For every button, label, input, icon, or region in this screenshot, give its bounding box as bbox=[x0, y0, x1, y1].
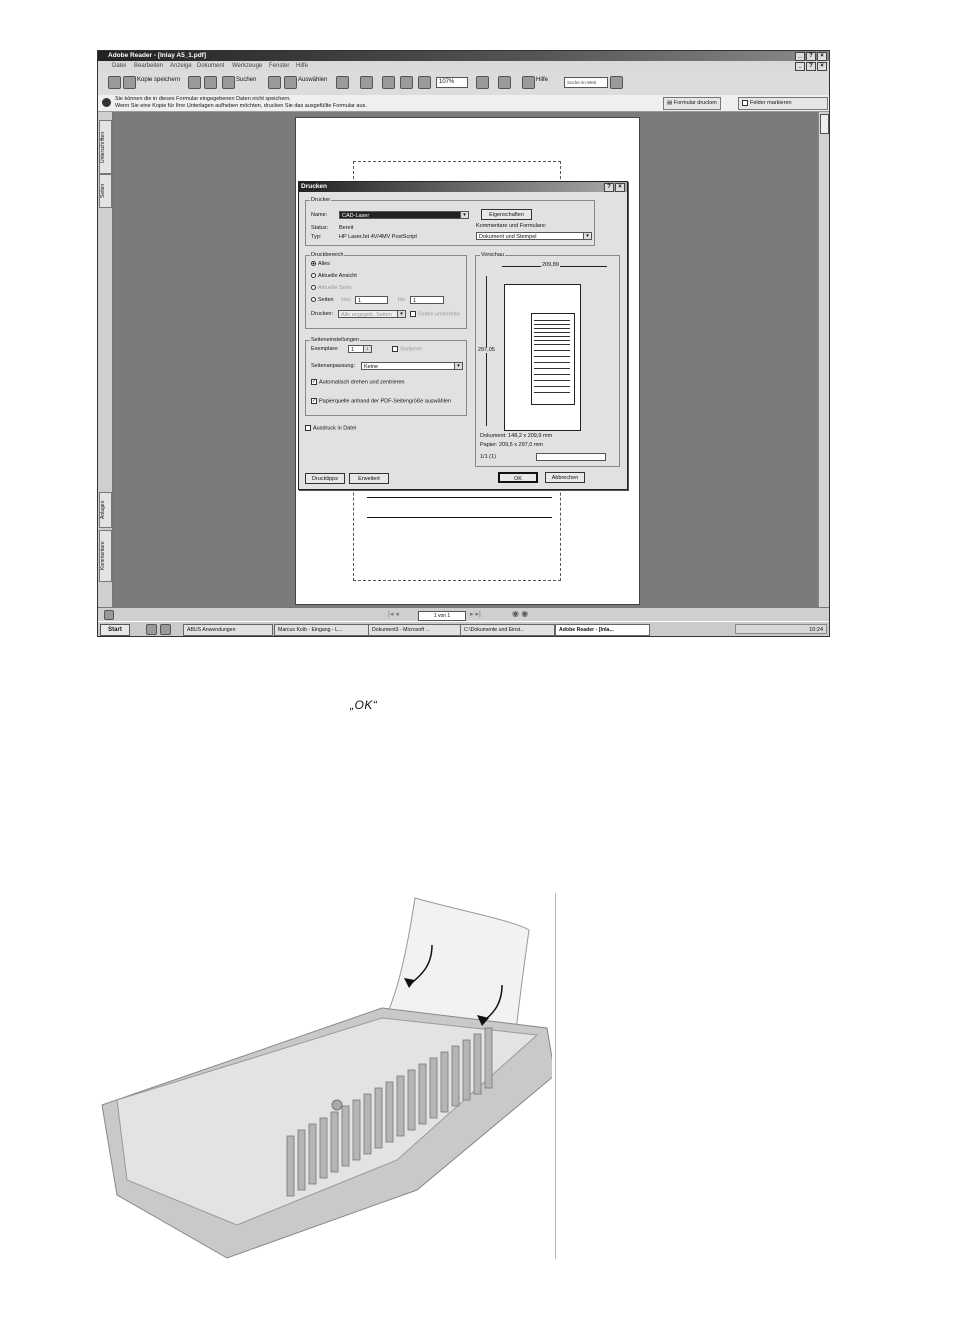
range-current-view-option[interactable]: Aktuelle Ansicht bbox=[311, 273, 357, 279]
tab-attachments[interactable]: Anlagen bbox=[99, 492, 112, 528]
chevron-down-icon: ▾ bbox=[397, 311, 405, 317]
to-label: bis: bbox=[398, 297, 407, 303]
window-titlebar bbox=[98, 51, 829, 61]
zoom-in-icon[interactable] bbox=[360, 76, 373, 89]
tab-comments[interactable]: Kommentare bbox=[99, 530, 112, 582]
radio-pages[interactable] bbox=[311, 297, 316, 302]
mark-fields-checkbox[interactable] bbox=[742, 100, 748, 106]
paper-source-checkbox[interactable]: ✓ bbox=[312, 398, 317, 404]
navigation-statusbar bbox=[98, 607, 829, 622]
print-to-file-checkbox[interactable] bbox=[305, 425, 311, 431]
dialog-help-button[interactable]: ? bbox=[604, 183, 614, 192]
inlay-tray-illustration bbox=[97, 890, 552, 1265]
menu-hilfe[interactable]: Hilfe bbox=[296, 63, 309, 69]
radio-current-view[interactable] bbox=[311, 273, 316, 278]
vertical-scrollbar[interactable] bbox=[818, 112, 829, 607]
copies-stepper[interactable]: 1 ↕ bbox=[348, 345, 372, 353]
page-settings-group bbox=[305, 337, 467, 416]
print-dialog-titlebar bbox=[299, 182, 627, 192]
scaling-label: Seitenanpassung: bbox=[311, 363, 356, 369]
ok-button[interactable]: OK bbox=[498, 472, 538, 483]
printer-group bbox=[305, 197, 595, 246]
print-range-group bbox=[305, 252, 467, 329]
quicklaunch-icon[interactable] bbox=[160, 624, 171, 635]
zoom-level-field[interactable]: 107% bbox=[436, 77, 468, 88]
start-button[interactable]: Start bbox=[100, 624, 130, 636]
chevron-down-icon[interactable]: ▾ bbox=[583, 233, 591, 239]
search-web-input[interactable]: Suche im Web bbox=[564, 77, 608, 88]
search-button[interactable]: Suchen bbox=[236, 77, 257, 83]
height-dimension: 297,05 bbox=[478, 347, 495, 353]
task-explorer[interactable]: C:\Dokumente und Einst... bbox=[460, 624, 555, 636]
page-settings-title: Seiteneinstellungen bbox=[311, 337, 360, 343]
properties-button[interactable]: Eigenschaften bbox=[481, 209, 532, 220]
dialog-close-button[interactable]: × bbox=[615, 183, 625, 192]
page-layout-icon[interactable] bbox=[104, 610, 114, 620]
navigation-panel bbox=[98, 112, 113, 607]
menu-anzeige[interactable]: Anzeige bbox=[170, 63, 192, 69]
print-dialog bbox=[298, 181, 628, 490]
ok-caption: „OK“ bbox=[350, 698, 378, 712]
windows-taskbar bbox=[98, 621, 829, 637]
type-value: HP LaserJet 4V/4MV PostScript bbox=[339, 234, 417, 240]
menu-werkzeuge[interactable]: Werkzeuge bbox=[232, 63, 263, 69]
save-icon[interactable] bbox=[123, 76, 136, 89]
menu-fenster[interactable]: Fenster bbox=[269, 63, 290, 69]
preview-document bbox=[531, 313, 575, 405]
status-label: Status: bbox=[311, 225, 329, 231]
range-current-page-option: Aktuelle Seite bbox=[311, 285, 352, 291]
print-range-title: Druckbereich bbox=[311, 252, 344, 258]
form-line bbox=[367, 517, 552, 518]
cancel-button[interactable]: Abbrechen bbox=[545, 472, 585, 483]
width-dimension: 209,89 bbox=[542, 262, 559, 268]
help-icon[interactable] bbox=[522, 76, 535, 89]
menu-bearbeiten[interactable]: Bearbeiten bbox=[134, 63, 164, 69]
print-subset-select: Alle angegeb. Seiten ▾ bbox=[338, 310, 406, 318]
auto-rotate-option[interactable]: ✓ Automatisch drehen und zentrieren bbox=[312, 379, 405, 386]
binoculars-icon[interactable] bbox=[222, 76, 235, 89]
comments-forms-label: Kommentare und Formulare: bbox=[476, 223, 547, 229]
main-toolbar bbox=[98, 71, 829, 96]
print-dialog-title: Drucken bbox=[301, 183, 328, 190]
menubar bbox=[98, 61, 829, 71]
print-tips-button[interactable]: Drucktipps bbox=[305, 473, 345, 484]
search-go-icon[interactable] bbox=[610, 76, 623, 89]
print-to-file-option[interactable]: Ausdruck in Datei bbox=[305, 425, 356, 431]
mark-fields-button[interactable]: Felder markieren bbox=[738, 97, 828, 110]
comments-forms-select[interactable]: Dokument und Stempel ▾ bbox=[476, 232, 592, 240]
reverse-pages-checkbox bbox=[410, 311, 416, 317]
zoom-out-icon[interactable] bbox=[418, 76, 431, 89]
maximize-button[interactable]: ? bbox=[806, 52, 816, 61]
collate-option: Sortieren bbox=[392, 346, 422, 352]
type-label: Typ: bbox=[311, 234, 322, 240]
printer-name-select[interactable]: CAD-Laser ▾ bbox=[339, 211, 469, 219]
doc-minimize-button[interactable]: _ bbox=[795, 62, 805, 71]
menu-datei[interactable]: Datei bbox=[112, 63, 127, 69]
name-label: Name: bbox=[311, 212, 328, 218]
doc-close-button[interactable]: × bbox=[817, 62, 827, 71]
form-info-bar bbox=[98, 95, 829, 112]
print-subset-label: Drucken: bbox=[311, 311, 334, 317]
preview-title: Vorschau bbox=[481, 252, 504, 258]
quicklaunch-icon[interactable] bbox=[146, 624, 157, 635]
tab-signatures[interactable]: Unterschriften bbox=[99, 120, 112, 174]
print-icon[interactable] bbox=[188, 76, 201, 89]
doc-restore-button[interactable]: ? bbox=[806, 62, 816, 71]
actual-size-icon[interactable] bbox=[382, 76, 395, 89]
chevron-down-icon[interactable]: ▾ bbox=[454, 363, 462, 369]
snapshot-icon[interactable] bbox=[336, 76, 349, 89]
adobe-reader-screenshot bbox=[97, 50, 830, 637]
fit-page-icon[interactable] bbox=[400, 76, 413, 89]
minimize-button[interactable]: _ bbox=[795, 52, 805, 61]
system-tray bbox=[735, 624, 827, 634]
task-outlook[interactable]: Marcus Kolb - Eingang - L... bbox=[274, 624, 369, 636]
collate-checkbox bbox=[392, 346, 398, 352]
copies-label: Exemplare: bbox=[311, 346, 339, 352]
page-indicator-field[interactable]: 1 von 1 bbox=[418, 611, 466, 621]
tab-pages[interactable]: Seiten bbox=[99, 174, 112, 208]
menu-dokument[interactable]: Dokument bbox=[197, 63, 225, 69]
preview-page-count: 1/1 (1) bbox=[480, 454, 496, 460]
info-line-1: Sie können die in dieses Formular eingegebenen Daten nicht speichern. bbox=[115, 96, 291, 102]
printer-group-title: Drucker bbox=[311, 197, 331, 203]
open-icon[interactable] bbox=[108, 76, 121, 89]
advanced-button[interactable]: Erweitert bbox=[349, 473, 389, 484]
save-copy-button[interactable]: Kopie speichern bbox=[137, 77, 181, 83]
radio-all[interactable] bbox=[311, 261, 316, 266]
from-page-input[interactable]: 1 bbox=[355, 296, 388, 304]
scroll-arrow-icon[interactable] bbox=[820, 114, 829, 134]
email-icon[interactable] bbox=[204, 76, 217, 89]
task-abus-apps[interactable]: ABUS Anwendungen bbox=[183, 624, 273, 636]
history-icons[interactable]: ◉ ◉ bbox=[512, 609, 529, 618]
form-line bbox=[367, 497, 552, 498]
paper-source-option[interactable]: ✓ Papierquelle anhand der PDF-Seitengröße auswählen bbox=[312, 398, 452, 405]
column-divider bbox=[555, 893, 556, 1259]
printer-icon: ▤ bbox=[667, 100, 674, 106]
page-scaling-select[interactable]: Keine ▾ bbox=[361, 362, 463, 370]
hand-tool-icon[interactable] bbox=[268, 76, 281, 89]
help-button[interactable]: Hilfe bbox=[536, 77, 549, 83]
zoom-plus-icon[interactable] bbox=[476, 76, 489, 89]
task-adobe-reader[interactable]: Adobe Reader - [Inla... bbox=[555, 624, 650, 636]
last-page-icon[interactable]: ▸ ▸| bbox=[470, 611, 481, 618]
first-page-icon[interactable]: |◂ ◂ bbox=[388, 611, 399, 618]
to-page-input[interactable]: 1 bbox=[410, 296, 444, 304]
range-pages-option[interactable]: Seiten bbox=[311, 297, 334, 303]
from-label: von: bbox=[341, 297, 352, 303]
preview-page-slider[interactable] bbox=[536, 453, 606, 461]
range-all-option[interactable]: Alles bbox=[311, 261, 330, 267]
reverse-pages-option: Seiten umkehren bbox=[410, 311, 460, 317]
auto-rotate-checkbox[interactable]: ✓ bbox=[312, 379, 317, 385]
paper-size: Papier: 209,5 x 297,0 mm bbox=[480, 442, 543, 448]
tray-hole bbox=[332, 1100, 342, 1110]
print-form-button[interactable]: ▤ Formular drucken bbox=[663, 97, 721, 110]
window-title: Adobe Reader - [Inlay A5_1.pdf] bbox=[108, 52, 206, 59]
chevron-down-icon[interactable]: ▾ bbox=[460, 212, 468, 218]
radio-current-page bbox=[311, 285, 316, 290]
select-button[interactable]: Auswählen bbox=[298, 77, 328, 83]
status-value: Bereit bbox=[339, 225, 354, 231]
select-tool-icon[interactable] bbox=[284, 76, 297, 89]
info-line-2: Wenn Sie eine Kopie für Ihre Unterlagen aufheben möchten, drucken Sie das ausgefüllte Formular aus. bbox=[115, 103, 367, 109]
preview-group bbox=[475, 252, 620, 467]
info-icon bbox=[102, 98, 111, 107]
document-size: Dokument: 148,2 x 209,9 mm bbox=[480, 433, 553, 439]
clock: 10:24 bbox=[809, 627, 823, 633]
rotate-icon[interactable] bbox=[498, 76, 511, 89]
task-word[interactable]: Dokument3 - Microsoft ... bbox=[368, 624, 461, 636]
close-button[interactable]: × bbox=[817, 52, 827, 61]
preview-paper bbox=[504, 284, 581, 431]
stepper-arrows-icon[interactable]: ↕ bbox=[363, 346, 371, 352]
